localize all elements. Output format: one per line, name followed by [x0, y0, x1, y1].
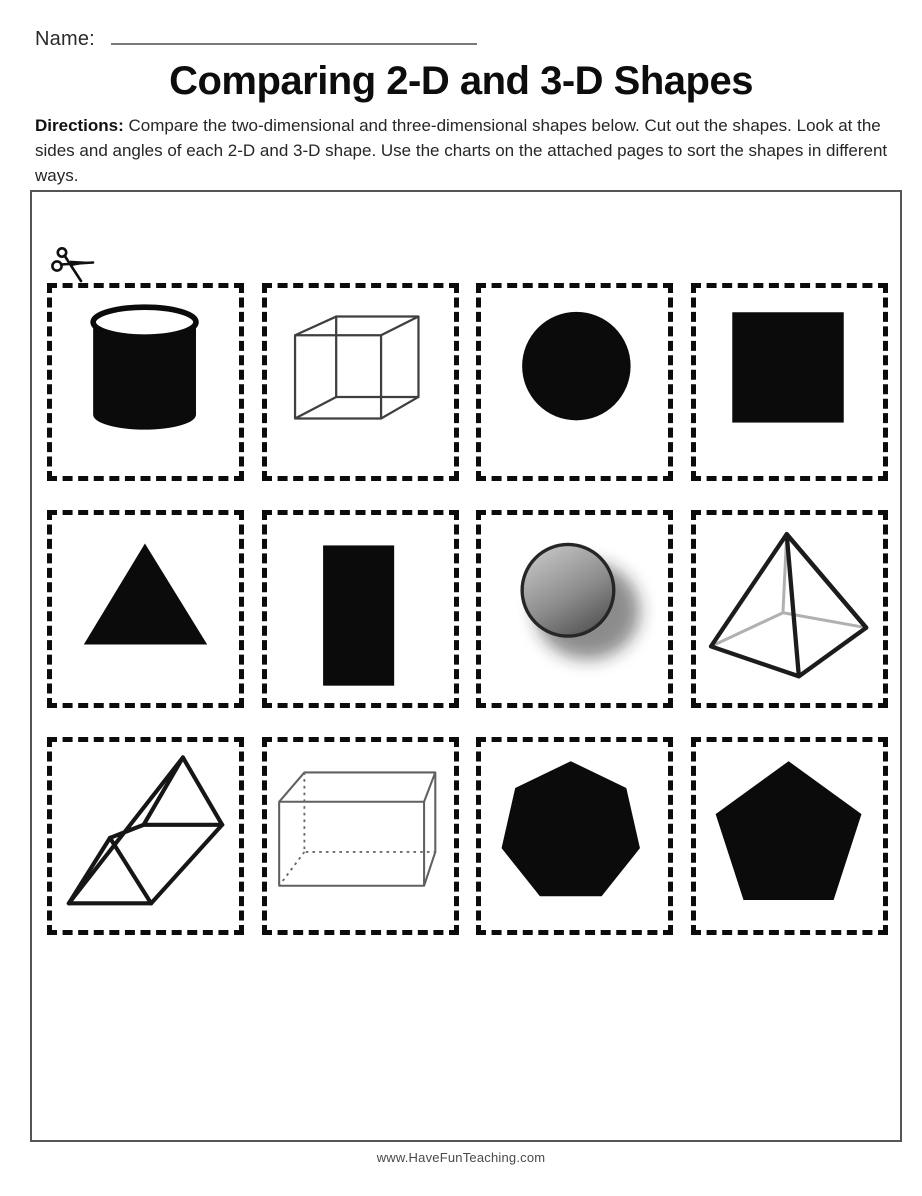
shape-cell-pentagon [691, 737, 888, 935]
name-row [35, 27, 477, 51]
shape-cell-sphere [476, 510, 673, 708]
sphere-icon [481, 515, 668, 703]
shape-cell-rectangular-prism [262, 737, 459, 935]
rectangular-prism-icon [267, 742, 454, 930]
shape-cell-square-pyramid [691, 510, 888, 708]
page-title: Comparing 2-D and 3-D Shapes [169, 59, 753, 103]
pentagon-icon [696, 742, 883, 930]
directions-text: Compare the two-dimensional and three-dimensional shapes below. Cut out the shapes. Look at the sides and angles of each 2-D and 3-D shape. Use the charts on the attached pages to sort the shapes in different ways. [35, 116, 888, 185]
cylinder-icon [52, 288, 239, 476]
square-icon [696, 288, 883, 476]
square-pyramid-icon [696, 515, 883, 703]
directions-label: Directions: [35, 116, 124, 135]
shape-cell-square [691, 283, 888, 481]
cut-out-area [30, 190, 902, 1142]
circle-icon [481, 288, 668, 476]
directions [35, 113, 893, 188]
shape-cell-cylinder [47, 283, 244, 481]
shape-grid [32, 192, 900, 1140]
shape-cell-triangular-prism [47, 737, 244, 935]
shape-cell-heptagon [476, 737, 673, 935]
triangular-prism-icon [52, 742, 239, 930]
scissors-icon [50, 244, 96, 288]
shape-cell-cube [262, 283, 459, 481]
rectangle-icon [267, 515, 454, 703]
name-blank-line [111, 27, 477, 45]
shape-cell-circle [476, 283, 673, 481]
shape-cell-rectangle [262, 510, 459, 708]
triangle-icon [52, 515, 239, 703]
heptagon-icon [481, 742, 668, 930]
footer-url: www.HaveFunTeaching.com [376, 1150, 546, 1165]
name-label: Name: [35, 28, 95, 50]
shape-cell-triangle [47, 510, 244, 708]
cube-icon [267, 288, 454, 476]
